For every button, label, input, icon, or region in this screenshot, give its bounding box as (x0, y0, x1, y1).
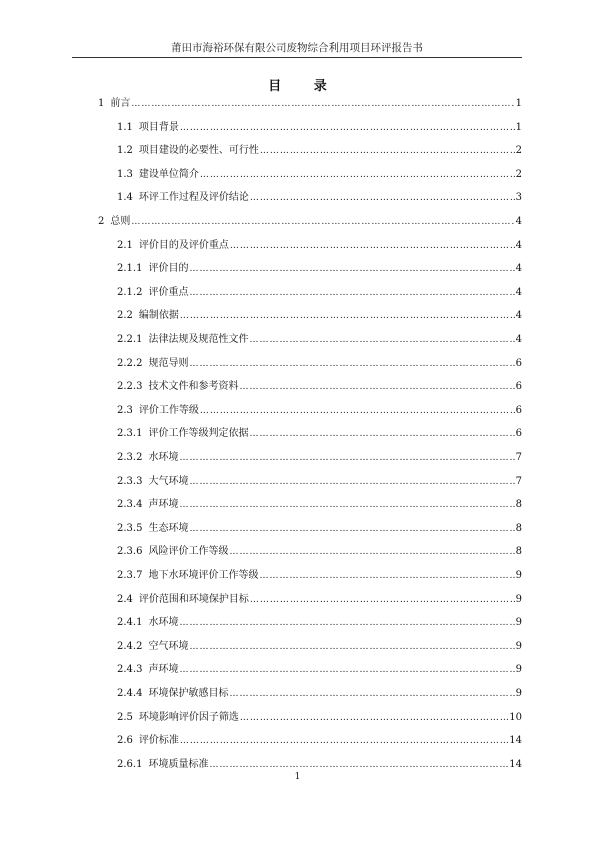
toc-entry[interactable] (117, 141, 522, 157)
toc-leader-dots (180, 122, 515, 134)
toc-entry-number: 2.3.2 (117, 452, 143, 463)
toc-entry-number: 2.1 (117, 239, 133, 251)
toc-entry[interactable] (117, 401, 522, 417)
toc-entry[interactable] (117, 354, 522, 370)
toc-entry-title: 空气环境 (148, 640, 189, 652)
toc-entry-number: 2.4.2 (117, 640, 143, 652)
toc-leader-dots (250, 192, 515, 204)
toc-entry[interactable] (117, 424, 522, 440)
toc-entry-number: 2.3.3 (117, 475, 143, 487)
toc-leader-dots (200, 169, 515, 181)
toc-entry-number: 2.2.3 (117, 381, 143, 393)
toc-entry-title: 编制依据 (138, 310, 179, 322)
toc-entry-page: 7 (515, 475, 522, 487)
toc-entry-title: 水环境 (148, 452, 179, 463)
toc-entry-title: 法律法规及规范性文件 (148, 334, 249, 345)
toc-entry-title: 环境影响评价因子筛选 (138, 711, 239, 723)
toc-entry-number: 2.2.2 (117, 357, 143, 369)
toc-entry[interactable] (117, 542, 522, 558)
toc-entry-page: 9 (515, 688, 522, 699)
toc-entry-number: 2.5 (117, 711, 133, 723)
toc-entry-number: 2.2.1 (117, 334, 143, 345)
toc-leader-dots (229, 546, 514, 558)
toc-entry[interactable] (98, 94, 522, 110)
toc-entry-title: 水环境 (148, 617, 179, 629)
toc-leader-dots (229, 688, 514, 700)
toc-entry-number: 2.4.3 (117, 664, 143, 676)
toc-entry-title: 建设单位简介 (138, 168, 199, 180)
toc-entry[interactable] (117, 495, 522, 511)
toc-leader-dots (179, 617, 514, 629)
page-header: 莆田市海裕环保有限公司废物综合利用项目环评报告书 (171, 42, 423, 54)
toc-leader-dots (131, 216, 514, 228)
toc-entry[interactable] (117, 118, 522, 134)
toc-entry-title: 声环境 (148, 664, 179, 676)
toc-entry-page: 4 (515, 310, 522, 322)
toc-leader-dots (249, 334, 514, 346)
toc-entry-page: 4 (515, 263, 522, 275)
toc-entry-title: 评价范围和环境保护目标 (138, 593, 249, 605)
toc-entry-page: 14 (509, 758, 522, 770)
toc-leader-dots (239, 381, 514, 393)
toc-entry-page: 8 (515, 546, 522, 558)
toc-entry-number: 2.3 (117, 404, 133, 416)
toc-entry-title: 项目背景 (138, 121, 179, 133)
toc-entry-number: 2.4.4 (117, 688, 143, 699)
toc-entry[interactable] (117, 236, 522, 252)
toc-entry[interactable] (117, 283, 522, 299)
toc-entry-number: 2.1.1 (117, 263, 143, 275)
toc-leader-dots (209, 759, 508, 771)
toc-entry-title: 环境保护敏感目标 (148, 688, 229, 699)
toc-entry-page: 9 (515, 570, 522, 581)
toc-entry[interactable] (117, 330, 522, 346)
toc-entry-page: 9 (515, 640, 522, 652)
toc-entry-title: 大气环境 (148, 475, 189, 487)
toc-entry-page: 4 (515, 216, 522, 227)
toc-leader-dots (250, 594, 515, 606)
toc-entry[interactable] (117, 188, 522, 204)
header-rule (72, 57, 522, 58)
toc-entry-title: 环境质量标准 (148, 758, 209, 770)
toc-entry-title: 声环境 (148, 499, 179, 511)
toc-entry-page: 2 (515, 168, 522, 180)
toc-entry-number: 1.1 (117, 121, 133, 133)
toc-entry-page: 6 (515, 428, 522, 440)
toc-title: 目 录 (268, 79, 341, 94)
toc-entry-page: 4 (515, 334, 522, 345)
toc-leader-dots (259, 570, 514, 582)
toc-entry[interactable] (117, 519, 522, 535)
toc-entry[interactable] (117, 637, 522, 653)
toc-entry[interactable] (117, 306, 522, 322)
toc-entry[interactable] (117, 684, 522, 700)
toc-entry-page: 1 (515, 121, 522, 133)
toc-entry-title: 评价目的及评价重点 (138, 239, 229, 251)
toc-leader-dots (189, 641, 514, 653)
toc-entry-page: 7 (515, 452, 522, 463)
toc-entry[interactable] (117, 731, 522, 747)
toc-entry-title: 规范导则 (148, 357, 189, 369)
toc-entry-number: 2.6 (117, 735, 133, 747)
toc-entry-number: 2.3.1 (117, 428, 143, 440)
toc-entry-title: 环评工作过程及评价结论 (138, 192, 249, 204)
toc-leader-dots (179, 452, 514, 464)
toc-entry-page: 6 (515, 404, 522, 416)
toc-entry-page: 8 (515, 499, 522, 511)
toc-entry-title: 评价工作等级 (138, 404, 199, 416)
toc-entry[interactable] (117, 660, 522, 676)
toc-entry[interactable] (117, 259, 522, 275)
toc-entry-number: 1 (98, 98, 105, 109)
toc-leader-dots (240, 712, 508, 724)
toc-entry-page: 9 (515, 617, 522, 629)
toc-entry-title: 评价目的 (148, 263, 189, 275)
toc-entry[interactable] (117, 165, 522, 181)
toc-leader-dots (249, 428, 514, 440)
toc-entry-number: 2.3.7 (117, 570, 143, 581)
toc-entry[interactable] (117, 708, 522, 724)
toc-leader-dots (189, 476, 514, 488)
toc-leader-dots (230, 240, 515, 252)
toc-entry-page: 1 (515, 98, 522, 109)
toc-entry[interactable] (117, 590, 522, 606)
toc-entry-title: 地下水环境评价工作等级 (148, 570, 259, 581)
toc-entry-page: 2 (515, 145, 522, 157)
toc-entry-title: 前言 (110, 98, 131, 109)
toc-leader-dots (180, 735, 508, 747)
toc-leader-dots (189, 287, 514, 299)
toc-entry-page: 10 (509, 711, 522, 723)
toc-entry-number: 2.1.2 (117, 286, 143, 298)
page-number: 1 (294, 772, 301, 782)
toc-leader-dots (189, 358, 514, 370)
toc-entry-number: 2.6.1 (117, 758, 143, 770)
toc-entry-title: 生态环境 (148, 522, 189, 534)
toc-entry-title: 总则 (110, 216, 131, 227)
toc-leader-dots (131, 98, 514, 110)
toc-entry-title: 风险评价工作等级 (148, 546, 229, 558)
toc-entry[interactable] (117, 472, 522, 488)
toc-entry-number: 2.3.6 (117, 546, 143, 558)
toc-entry-title: 项目建设的必要性、可行性 (138, 145, 259, 157)
toc-leader-dots (260, 145, 515, 157)
toc-leader-dots (200, 405, 515, 417)
toc-entry[interactable] (117, 377, 522, 393)
toc-entry[interactable] (117, 613, 522, 629)
toc-entry[interactable] (117, 755, 522, 771)
toc-entry-title: 评价重点 (148, 286, 189, 298)
toc-entry-title: 评价标准 (138, 735, 179, 747)
toc-entry-number: 1.2 (117, 145, 133, 157)
toc-entry[interactable] (117, 448, 522, 464)
toc-entry-page: 3 (515, 192, 522, 204)
toc-entry-page: 9 (515, 664, 522, 676)
toc-entry-page: 9 (515, 593, 522, 605)
toc-entry-title: 评价工作等级判定依据 (148, 428, 249, 440)
toc-entry-number: 2.3.5 (117, 522, 143, 534)
toc-entry-number: 2.4.1 (117, 617, 143, 629)
toc-entry-number: 2.2 (117, 310, 133, 322)
toc-entry-page: 6 (515, 381, 522, 393)
toc-leader-dots (179, 664, 514, 676)
toc-entry[interactable] (117, 566, 522, 582)
toc-entry-number: 2 (98, 216, 105, 227)
toc-entry-number: 1.3 (117, 168, 133, 180)
toc-entry-page: 4 (515, 286, 522, 298)
toc-entry-number: 1.4 (117, 192, 133, 204)
toc-entry-page: 14 (509, 735, 522, 747)
toc-entry-page: 4 (515, 239, 522, 251)
toc-leader-dots (180, 310, 515, 322)
toc-leader-dots (179, 499, 514, 511)
toc-entry-page: 6 (515, 357, 522, 369)
toc-leader-dots (189, 523, 514, 535)
toc-entry-title: 技术文件和参考资料 (148, 381, 239, 393)
toc-leader-dots (189, 263, 514, 275)
toc-entry[interactable] (98, 212, 522, 228)
toc-entry-number: 2.3.4 (117, 499, 143, 511)
toc-entry-number: 2.4 (117, 593, 133, 605)
toc-entry-page: 8 (515, 522, 522, 534)
